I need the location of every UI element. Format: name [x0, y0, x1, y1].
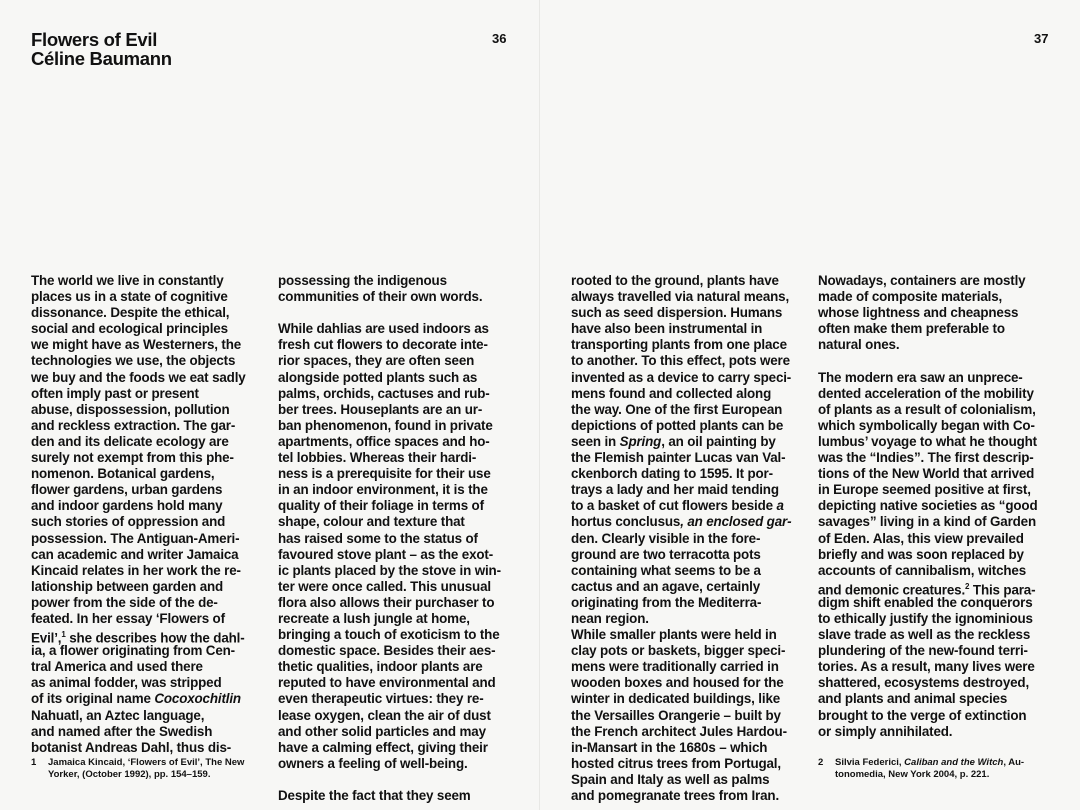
text-segment: plundering of the new-found terri- — [818, 643, 1028, 659]
text-segment: Evil’, — [31, 630, 62, 646]
text-line — [818, 611, 1056, 627]
body-column-3 — [571, 273, 809, 804]
text-line — [278, 659, 516, 675]
text-segment: Kincaid relates in her work the re- — [31, 562, 241, 578]
text-line — [31, 482, 269, 498]
text-line — [278, 450, 516, 466]
text-segment: rooted to the ground, plants have — [571, 273, 779, 288]
text-segment: ic plants placed by the stove in win- — [278, 562, 501, 578]
text-line — [571, 756, 809, 772]
text-segment: depictions of potted plants can be — [571, 417, 784, 433]
text-line — [278, 386, 516, 402]
text-line — [278, 498, 516, 514]
text-line — [818, 434, 1056, 450]
text-line — [818, 402, 1056, 418]
text-segment: have also been instrumental in — [571, 321, 763, 337]
text-segment: , Au- — [1003, 757, 1025, 768]
text-segment: hosted citrus trees from Portugal, — [571, 755, 781, 771]
text-segment: and reckless extraction. The gar- — [31, 417, 236, 433]
text-line — [31, 273, 269, 289]
text-line — [278, 579, 516, 595]
text-line — [278, 595, 516, 611]
text-line — [31, 643, 269, 659]
text-line — [278, 740, 516, 756]
text-segment: ban phenomenon, found in private — [278, 417, 493, 433]
text-line — [31, 547, 269, 563]
text-line — [571, 659, 809, 675]
text-segment: mens found and collected along — [571, 385, 772, 401]
text-segment: palms, orchids, cactuses and rub- — [278, 385, 490, 401]
text-segment: such as seed dispersion. Humans — [571, 305, 783, 321]
text-segment: places us in a state of cognitive — [31, 289, 228, 305]
text-segment: lationship between garden and — [31, 578, 224, 594]
text-segment: tories. As a result, many lives were — [818, 659, 1035, 675]
text-segment: favoured stove plant – as the exot- — [278, 546, 494, 562]
text-line — [31, 434, 269, 450]
text-segment: seen in — [571, 433, 620, 449]
text-segment: she describes how the dahl- — [65, 630, 245, 646]
text-segment: winter in dedicated buildings, like — [571, 691, 781, 707]
text-segment: accounts of cannibalism, witches — [818, 562, 1027, 578]
text-line — [571, 531, 809, 547]
text-line — [31, 386, 269, 402]
text-segment: often imply past or present — [31, 385, 199, 401]
text-line — [31, 627, 269, 646]
text-line — [818, 418, 1056, 434]
text-segment: recreate a lush jungle at home, — [278, 610, 470, 626]
text-segment: den. Clearly visible in the fore- — [571, 530, 761, 546]
text-line — [818, 273, 1056, 289]
text-line — [31, 659, 269, 675]
text-segment: botanist Andreas Dahl, thus dis- — [31, 739, 232, 755]
text-line — [278, 418, 516, 434]
text-line — [571, 740, 809, 756]
text-line — [278, 643, 516, 659]
text-line — [818, 531, 1056, 547]
text-segment: social and ecological principles — [31, 321, 228, 337]
text-segment: the Flemish painter Lucas van Val- — [571, 450, 786, 466]
text-segment: savages” living in a kind of Garden — [818, 514, 1036, 530]
footnote-line — [31, 757, 244, 769]
text-segment: transporting plants from one place — [571, 337, 787, 353]
text-line — [31, 498, 269, 514]
text-segment: ness is a prerequisite for their use — [278, 466, 491, 482]
text-line — [278, 724, 516, 740]
text-segment: hortus conclusus — [571, 514, 681, 530]
text-segment: communities of their own words. — [278, 289, 483, 305]
footnote-ref: 1 — [61, 630, 66, 640]
text-segment: fresh cut flowers to decorate inte- — [278, 337, 488, 353]
text-segment: of plants as a result of colonialism, — [818, 401, 1036, 417]
text-line — [278, 482, 516, 498]
text-line — [571, 724, 809, 740]
text-line — [31, 289, 269, 305]
text-segment: While dahlias are used indoors as — [278, 321, 489, 337]
text-segment: cactus and an agave, certainly — [571, 578, 761, 594]
text-segment: and indoor gardens hold many — [31, 498, 223, 514]
text-line — [571, 305, 809, 321]
footnote-number: 2 — [818, 757, 824, 768]
footnote-line — [818, 757, 1024, 769]
text-line — [818, 305, 1056, 321]
text-segment: dissonance. Despite the ethical, — [31, 305, 230, 321]
text-line — [818, 370, 1056, 386]
text-line — [31, 514, 269, 530]
text-segment: abuse, dispossession, pollution — [31, 401, 230, 417]
text-segment: reputed to have environmental and — [278, 675, 496, 691]
text-segment: the way. One of the first European — [571, 401, 783, 417]
text-segment: owners a feeling of well-being. — [278, 755, 468, 771]
footnote-1 — [31, 757, 244, 781]
text-segment: Spain and Italy as well as palms — [571, 771, 770, 787]
text-line — [278, 273, 516, 289]
text-segment: we might have as Westerners, the — [31, 337, 242, 353]
text-line — [818, 321, 1056, 337]
text-line — [278, 611, 516, 627]
text-segment: such stories of oppression and — [31, 514, 226, 530]
text-segment: , an oil painting by — [661, 433, 776, 449]
text-line — [571, 708, 809, 724]
text-segment: shattered, ecosystems destroyed, — [818, 675, 1030, 691]
text-line — [31, 691, 269, 707]
text-segment: which symbolically began with Co- — [818, 417, 1035, 433]
body-column-1 — [31, 273, 269, 756]
text-line — [278, 370, 516, 386]
text-segment: or simply annihilated. — [818, 723, 953, 739]
text-segment: quality of their foliage in terms of — [278, 498, 484, 514]
text-segment: natural ones. — [818, 337, 900, 353]
text-line — [818, 579, 1056, 598]
text-line — [818, 514, 1056, 530]
text-segment: nomenon. Botanical gardens, — [31, 466, 215, 482]
text-segment: invented as a device to carry speci- — [571, 369, 792, 385]
text-line — [278, 756, 516, 772]
text-line — [818, 691, 1056, 707]
text-line — [31, 708, 269, 724]
text-segment: nean region. — [571, 610, 649, 626]
text-segment: tonomedia, New York 2004, p. 221. — [835, 769, 990, 780]
text-segment: often make them preferable to — [818, 321, 1005, 337]
text-line — [571, 450, 809, 466]
text-line — [278, 531, 516, 547]
text-line — [571, 466, 809, 482]
text-segment: domestic space. Besides their aes- — [278, 643, 496, 659]
text-segment: dented acceleration of the mobility — [818, 385, 1034, 401]
text-segment: mens were traditionally carried in — [571, 659, 779, 675]
text-line — [571, 402, 809, 418]
text-line — [31, 305, 269, 321]
text-line — [571, 482, 809, 498]
text-segment: This para- — [969, 582, 1036, 598]
text-segment: briefly and was soon replaced by — [818, 546, 1024, 562]
text-line — [278, 627, 516, 643]
text-segment: While smaller plants were held in — [571, 627, 777, 643]
text-line — [571, 353, 809, 369]
text-segment: have a calming effect, giving their — [278, 739, 488, 755]
text-segment: containing what seems to be a — [571, 562, 761, 578]
text-line — [818, 482, 1056, 498]
text-segment: possessing the indigenous — [278, 273, 447, 288]
text-line — [31, 675, 269, 691]
text-segment: to a basket of cut flowers beside — [571, 498, 777, 514]
footnote-number: 1 — [31, 757, 37, 768]
text-segment: apartments, office spaces and ho- — [278, 433, 490, 449]
text-line — [818, 627, 1056, 643]
text-segment: Despite the fact that they seem — [278, 788, 471, 803]
italic-text: Caliban and the Witch — [904, 757, 1004, 768]
text-segment: The world we live in constantly — [31, 273, 224, 288]
text-segment: was the “Indies”. The first descrip- — [818, 450, 1034, 466]
text-line — [278, 788, 516, 804]
text-segment: the French architect Jules Hardou- — [571, 723, 787, 739]
text-line — [571, 370, 809, 386]
text-line — [31, 724, 269, 740]
italic-text: Spring — [619, 433, 662, 449]
text-line — [278, 708, 516, 724]
text-segment: slave trade as well as the reckless — [818, 627, 1031, 643]
text-line — [31, 353, 269, 369]
italic-text: Cocoxochitlin — [154, 691, 241, 707]
page-number-right: 37 — [1034, 31, 1049, 46]
text-line — [571, 563, 809, 579]
text-line — [278, 337, 516, 353]
text-segment: power from the side of the de- — [31, 594, 218, 610]
text-segment: depicting native societies as “good — [818, 498, 1038, 514]
text-segment: and other solid particles and may — [278, 723, 486, 739]
text-segment: of Eden. Alas, this view prevailed — [818, 530, 1024, 546]
text-segment: we buy and the foods we eat sadly — [31, 369, 246, 385]
paragraph-gap — [278, 305, 516, 321]
text-segment: den and its delicate ecology are — [31, 433, 229, 449]
text-line — [571, 627, 809, 643]
text-line — [818, 724, 1056, 740]
text-segment: always travelled via natural means, — [571, 289, 790, 305]
text-line — [571, 611, 809, 627]
text-line — [31, 579, 269, 595]
footnote-line — [31, 769, 244, 781]
text-line — [571, 418, 809, 434]
text-line — [571, 273, 809, 289]
text-line — [571, 498, 809, 514]
text-line — [31, 595, 269, 611]
text-segment: feated. In her essay ‘Flowers of — [31, 610, 225, 626]
text-line — [31, 531, 269, 547]
text-line — [818, 466, 1056, 482]
text-line — [571, 643, 809, 659]
text-line — [278, 466, 516, 482]
text-line — [31, 418, 269, 434]
text-segment: ber trees. Houseplants are an ur- — [278, 401, 483, 417]
text-segment: rior spaces, they are often seen — [278, 353, 475, 369]
text-segment: alongside potted plants such as — [278, 369, 478, 385]
page-number-left: 36 — [492, 31, 507, 46]
text-line — [31, 450, 269, 466]
text-segment: and demonic creatures. — [818, 582, 966, 598]
text-segment: surely not exempt from this phe- — [31, 450, 234, 466]
text-segment: Silvia Federici, — [835, 757, 905, 768]
text-segment: the Versailles Orangerie – built by — [571, 707, 781, 723]
text-segment: in Europe seemed positive at first, — [818, 482, 1031, 498]
text-line — [818, 659, 1056, 675]
italic-text: , an enclosed gar- — [680, 514, 792, 530]
text-segment: to ethically justify the ignominious — [818, 610, 1033, 626]
text-line — [818, 450, 1056, 466]
text-segment: in an indoor environment, it is the — [278, 482, 488, 498]
paragraph-gap — [818, 353, 1056, 369]
text-line — [818, 386, 1056, 402]
text-line — [31, 370, 269, 386]
text-segment: tel lobbies. Whereas their hardi- — [278, 450, 477, 466]
text-line — [818, 547, 1056, 563]
text-segment: thetic qualities, indoor plants are — [278, 659, 483, 675]
text-line — [571, 337, 809, 353]
text-line — [278, 353, 516, 369]
text-segment: Yorker, (October 1992), pp. 154–159. — [48, 769, 211, 780]
text-segment: ia, a flower originating from Cen- — [31, 643, 235, 659]
text-segment: whose lightness and cheapness — [818, 305, 1019, 321]
text-line — [278, 321, 516, 337]
text-line — [571, 595, 809, 611]
text-line — [31, 740, 269, 756]
text-line — [31, 337, 269, 353]
text-segment: of its original name — [31, 691, 155, 707]
text-segment: can academic and writer Jamaica — [31, 546, 239, 562]
text-line — [31, 402, 269, 418]
text-segment: and pomegranate trees from Iran. — [571, 788, 780, 803]
text-segment: The modern era saw an unprece- — [818, 369, 1023, 385]
text-line — [31, 563, 269, 579]
text-segment: Jamaica Kincaid, ‘Flowers of Evil’, The New — [48, 757, 245, 768]
text-line — [571, 691, 809, 707]
text-segment: Nowadays, containers are mostly — [818, 273, 1026, 288]
text-segment: lumbus’ voyage to what he thought — [818, 433, 1037, 449]
text-segment: tions of the New World that arrived — [818, 466, 1035, 482]
running-head — [31, 30, 172, 68]
text-segment: bringing a touch of exoticism to the — [278, 627, 500, 643]
text-line — [571, 289, 809, 305]
text-segment: flower gardens, urban gardens — [31, 482, 223, 498]
text-segment: and plants and animal species — [818, 691, 1008, 707]
text-line — [571, 514, 809, 530]
text-line — [818, 289, 1056, 305]
body-column-4 — [818, 273, 1056, 740]
text-segment: clay pots or baskets, bigger speci- — [571, 643, 786, 659]
footnote-ref: 2 — [965, 581, 970, 591]
text-segment: to another. To this effect, pots were — [571, 353, 790, 369]
author-name: Céline Baumann — [31, 48, 172, 69]
text-segment: in-Mansart in the 1680s – which — [571, 739, 768, 755]
footnote-line — [818, 769, 1024, 781]
text-segment: ter were once called. This unusual — [278, 578, 491, 594]
text-line — [278, 289, 516, 305]
text-segment: made of composite materials, — [818, 289, 1003, 305]
text-line — [571, 434, 809, 450]
text-segment: lease oxygen, clean the air of dust — [278, 707, 491, 723]
text-line — [278, 563, 516, 579]
text-line — [818, 675, 1056, 691]
text-line — [278, 547, 516, 563]
text-line — [571, 788, 809, 804]
text-segment: has raised some to the status of — [278, 530, 478, 546]
text-segment: brought to the verge of extinction — [818, 707, 1027, 723]
text-line — [571, 675, 809, 691]
text-segment: possession. The Antiguan-Ameri- — [31, 530, 240, 546]
text-line — [571, 321, 809, 337]
text-line — [278, 691, 516, 707]
text-line — [818, 498, 1056, 514]
text-segment: flora also allows their purchaser to — [278, 594, 495, 610]
text-segment: shape, colour and texture that — [278, 514, 465, 530]
text-segment: ckenborch dating to 1595. It por- — [571, 466, 773, 482]
text-segment: ground are two terracotta pots — [571, 546, 761, 562]
text-line — [31, 466, 269, 482]
text-segment: trays a lady and her maid tending — [571, 482, 779, 498]
italic-text: a — [776, 498, 784, 514]
text-segment: technologies we use, the objects — [31, 353, 236, 369]
text-line — [278, 402, 516, 418]
text-segment: digm shift enabled the conquerors — [818, 594, 1033, 610]
text-line — [818, 708, 1056, 724]
text-line — [278, 434, 516, 450]
text-line — [571, 547, 809, 563]
text-segment: originating from the Mediterra- — [571, 594, 762, 610]
text-line — [818, 563, 1056, 579]
essay-title: Flowers of Evil — [31, 29, 158, 50]
text-line — [818, 595, 1056, 611]
text-line — [571, 772, 809, 788]
text-line — [571, 386, 809, 402]
text-line — [278, 514, 516, 530]
text-line — [571, 579, 809, 595]
paragraph-gap — [278, 772, 516, 788]
text-segment: even therapeutic virtues: they re- — [278, 691, 484, 707]
text-line — [278, 675, 516, 691]
text-segment: wooden boxes and housed for the — [571, 675, 784, 691]
text-line — [818, 643, 1056, 659]
text-segment: and named after the Swedish — [31, 723, 213, 739]
footnote-2 — [818, 757, 1024, 781]
text-segment: as animal fodder, was stripped — [31, 675, 222, 691]
text-line — [31, 321, 269, 337]
text-segment: Nahuatl, an Aztec language, — [31, 707, 205, 723]
body-column-2 — [278, 273, 516, 804]
text-line — [31, 611, 269, 627]
text-segment: tral America and used there — [31, 659, 203, 675]
gutter — [539, 0, 540, 810]
text-line — [818, 337, 1056, 353]
